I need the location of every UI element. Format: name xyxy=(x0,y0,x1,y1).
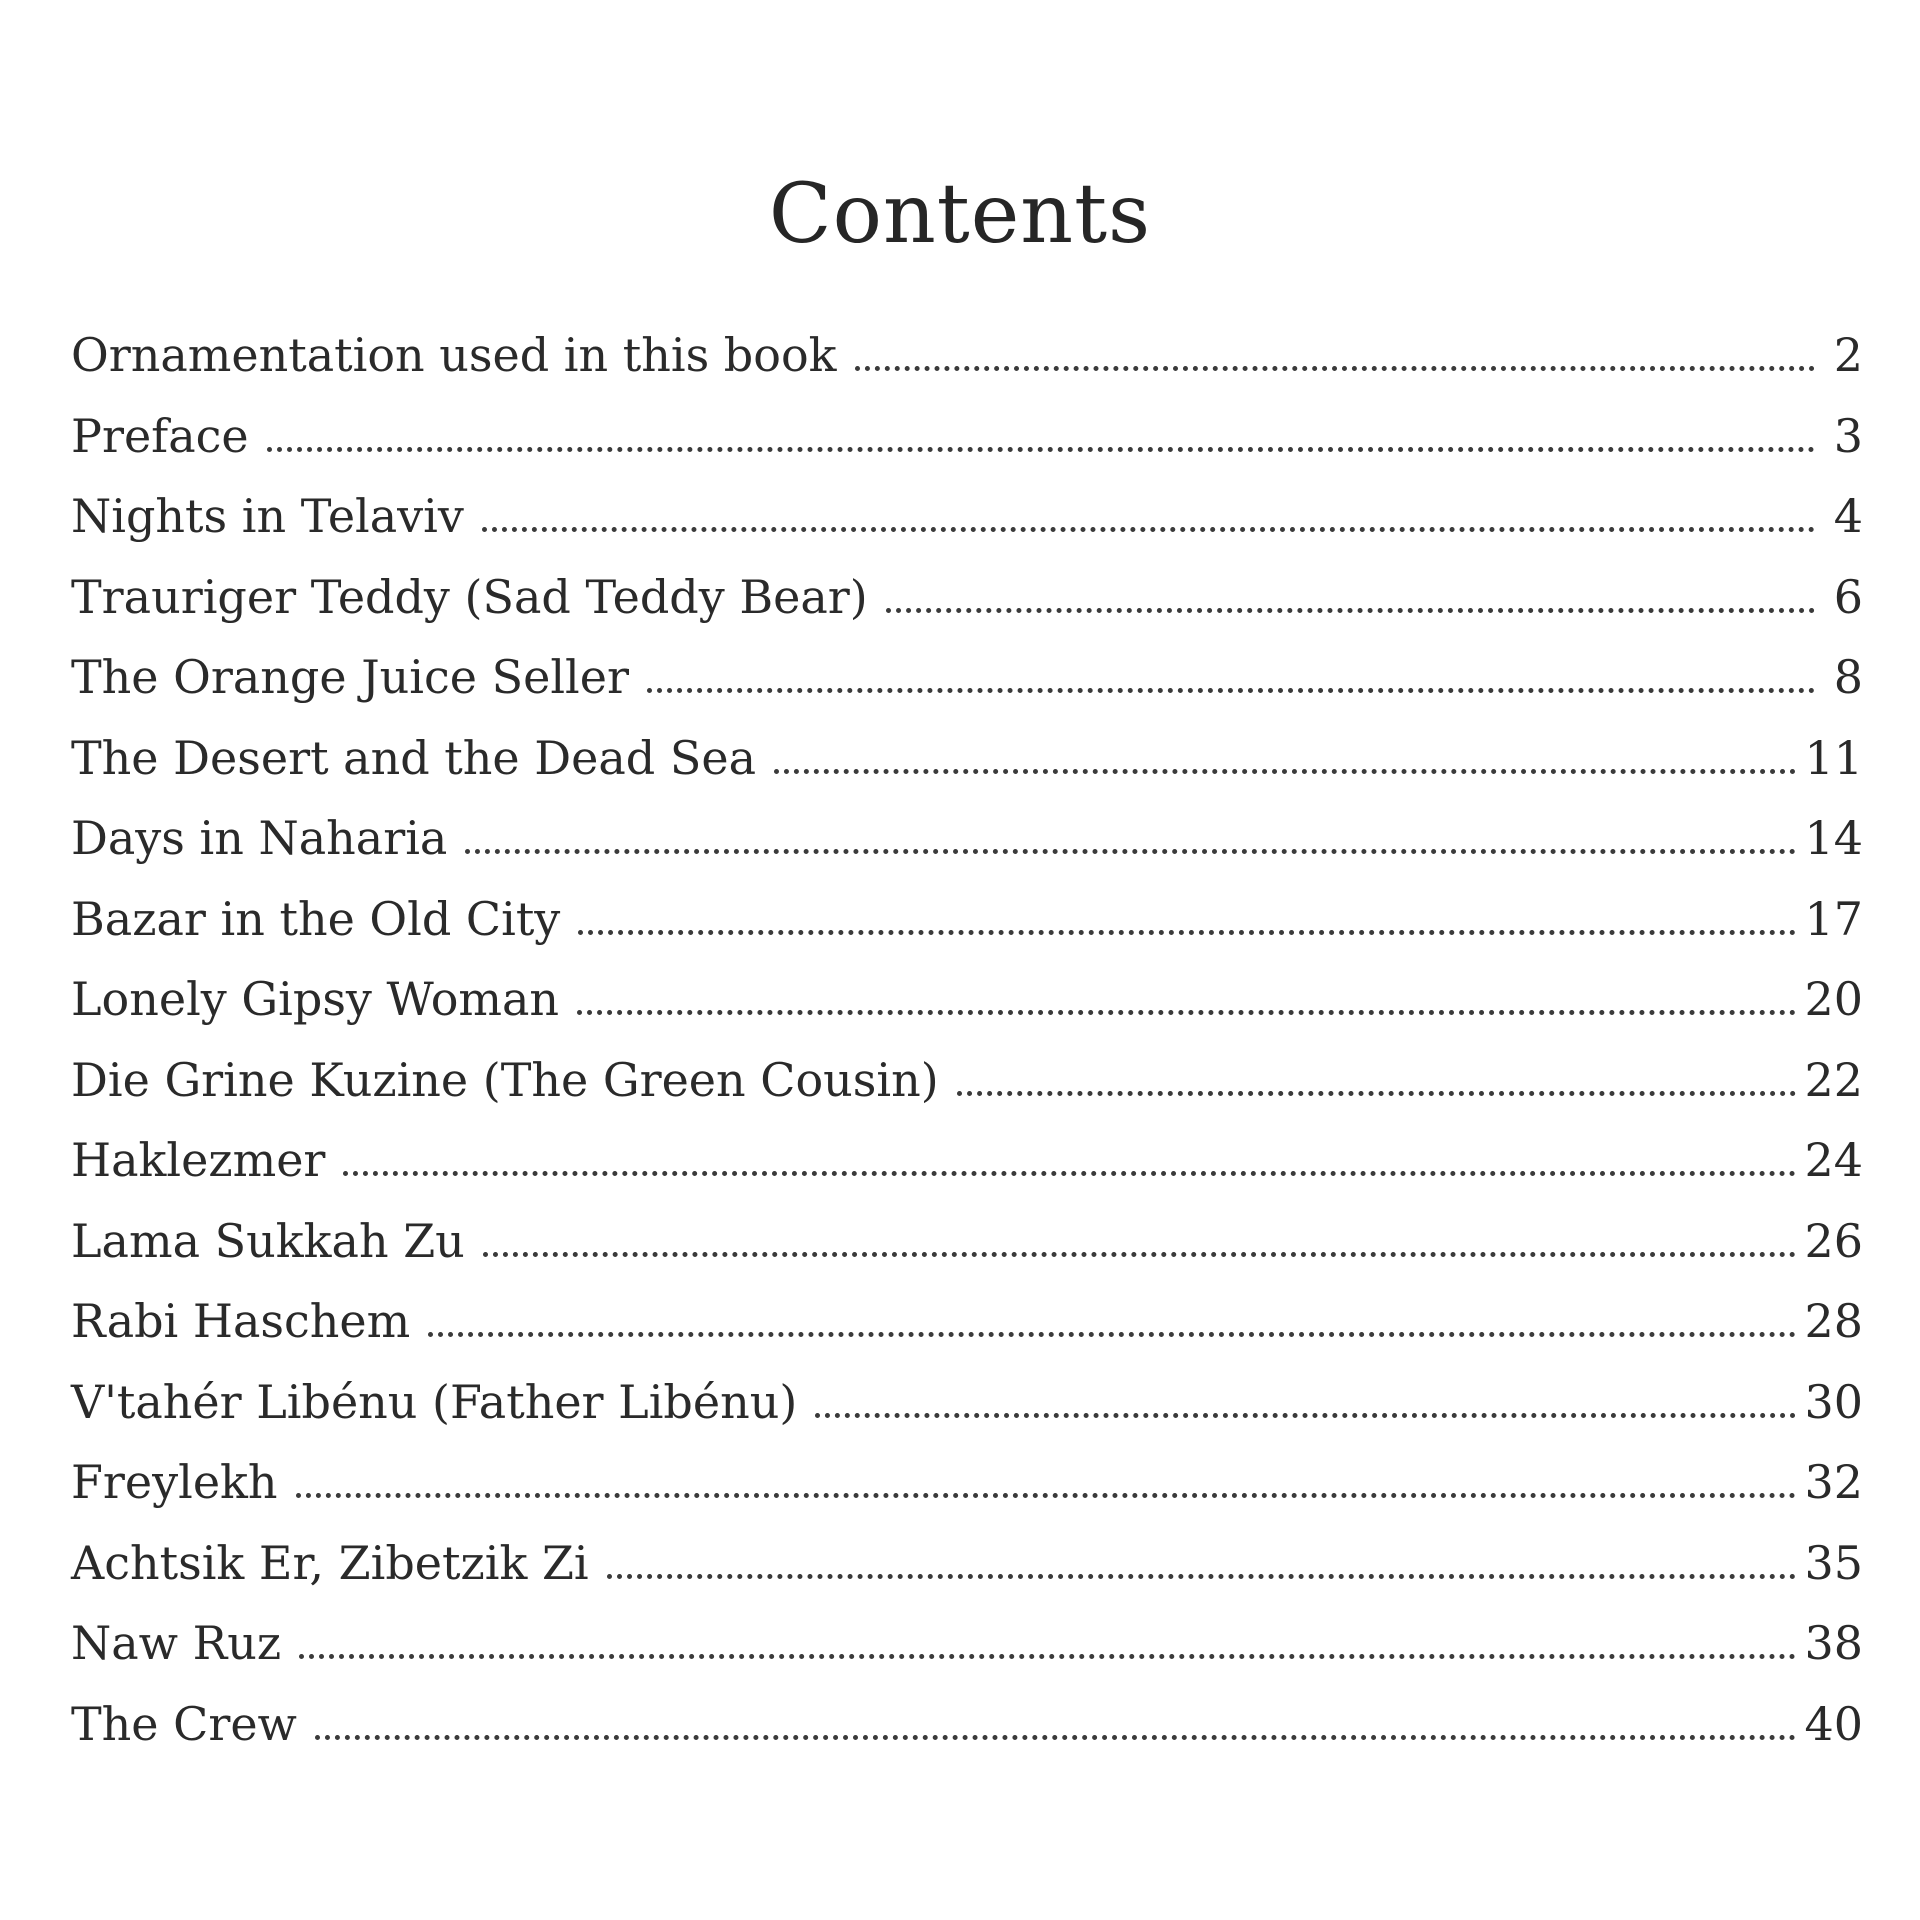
toc-entry-title: The Desert and the Dead Sea xyxy=(71,730,757,785)
toc-entry-page: 17 xyxy=(1804,891,1863,946)
dot-leader xyxy=(482,517,1815,532)
toc-entry-page: 30 xyxy=(1804,1374,1863,1429)
dot-leader xyxy=(315,1725,1797,1740)
toc-entry-page: 3 xyxy=(1833,408,1863,463)
toc-entry-title: Haklezmer xyxy=(71,1133,326,1187)
toc-entry-title: Achtsik Er, Zibetzik Zi xyxy=(71,1535,589,1590)
dot-leader xyxy=(465,839,1796,854)
toc-entry-title: Preface xyxy=(71,408,249,463)
toc-entry-page: 8 xyxy=(1833,650,1863,704)
toc-entry-page: 20 xyxy=(1804,972,1863,1026)
dot-leader xyxy=(267,437,1815,452)
toc-entry-page: 2 xyxy=(1833,328,1863,382)
toc-entry-title: The Orange Juice Seller xyxy=(71,650,629,704)
toc-entry xyxy=(71,557,1863,638)
toc-entry xyxy=(71,879,1863,960)
toc-entry-title: Naw Ruz xyxy=(71,1616,282,1670)
toc-entry xyxy=(71,1442,1863,1523)
dot-leader xyxy=(483,1242,1797,1257)
toc-entry xyxy=(71,959,1863,1040)
toc-entry-title: Freylekh xyxy=(71,1455,278,1509)
toc-entry-page: 24 xyxy=(1804,1133,1863,1187)
toc-entry-title: V'tahér Libénu (Father Libénu) xyxy=(71,1374,798,1429)
toc-entry-page: 11 xyxy=(1804,730,1863,785)
toc-entry-page: 4 xyxy=(1833,489,1863,543)
toc-entry xyxy=(71,1362,1863,1443)
toc-entry xyxy=(71,637,1863,718)
dot-leader xyxy=(299,1644,1796,1659)
toc-entry-title: The Crew xyxy=(71,1696,297,1751)
toc-entry xyxy=(71,315,1863,396)
toc-entry-page: 28 xyxy=(1804,1294,1863,1348)
dot-leader xyxy=(578,920,1796,935)
toc-entry xyxy=(71,476,1863,557)
toc-entry xyxy=(71,798,1863,879)
dot-leader xyxy=(886,598,1815,613)
toc-entry-page: 35 xyxy=(1804,1535,1863,1590)
table-of-contents xyxy=(71,315,1863,1764)
toc-entry-page: 40 xyxy=(1804,1696,1863,1751)
toc-entry xyxy=(71,396,1863,477)
toc-entry xyxy=(71,718,1863,799)
toc-entry-page: 6 xyxy=(1833,569,1863,624)
toc-entry-page: 22 xyxy=(1804,1052,1863,1107)
toc-entry xyxy=(71,1281,1863,1362)
toc-entry-title: Lonely Gipsy Woman xyxy=(71,972,560,1026)
dot-leader xyxy=(957,1081,1797,1096)
toc-entry-title: Trauriger Teddy (Sad Teddy Bear) xyxy=(71,569,868,624)
toc-entry-page: 26 xyxy=(1804,1213,1863,1268)
dot-leader xyxy=(774,759,1796,774)
toc-entry xyxy=(71,1120,1863,1201)
toc-entry-title: Days in Naharia xyxy=(71,811,448,865)
toc-entry-title: Bazar in the Old City xyxy=(71,891,561,946)
toc-entry-title: Die Grine Kuzine (The Green Cousin) xyxy=(71,1052,939,1107)
dot-leader xyxy=(428,1322,1796,1337)
dot-leader xyxy=(296,1483,1797,1498)
toc-entry-title: Lama Sukkah Zu xyxy=(71,1213,465,1268)
dot-leader xyxy=(815,1403,1796,1418)
dot-leader xyxy=(577,1000,1796,1015)
page-title: Contents xyxy=(768,167,1152,262)
toc-entry-title: Rabi Haschem xyxy=(71,1294,411,1348)
dot-leader xyxy=(607,1564,1797,1579)
toc-entry-page: 38 xyxy=(1804,1616,1863,1670)
toc-entry-page: 32 xyxy=(1804,1455,1863,1509)
toc-entry xyxy=(71,1684,1863,1765)
toc-entry xyxy=(71,1201,1863,1282)
toc-entry-title: Nights in Telaviv xyxy=(71,489,464,543)
toc-entry-title: Ornamentation used in this book xyxy=(71,328,837,382)
dot-leader xyxy=(855,356,1815,371)
dot-leader xyxy=(647,678,1815,693)
dot-leader xyxy=(343,1161,1796,1176)
toc-entry-page: 14 xyxy=(1804,811,1863,865)
toc-entry xyxy=(71,1040,1863,1121)
toc-entry xyxy=(71,1523,1863,1604)
toc-entry xyxy=(71,1603,1863,1684)
